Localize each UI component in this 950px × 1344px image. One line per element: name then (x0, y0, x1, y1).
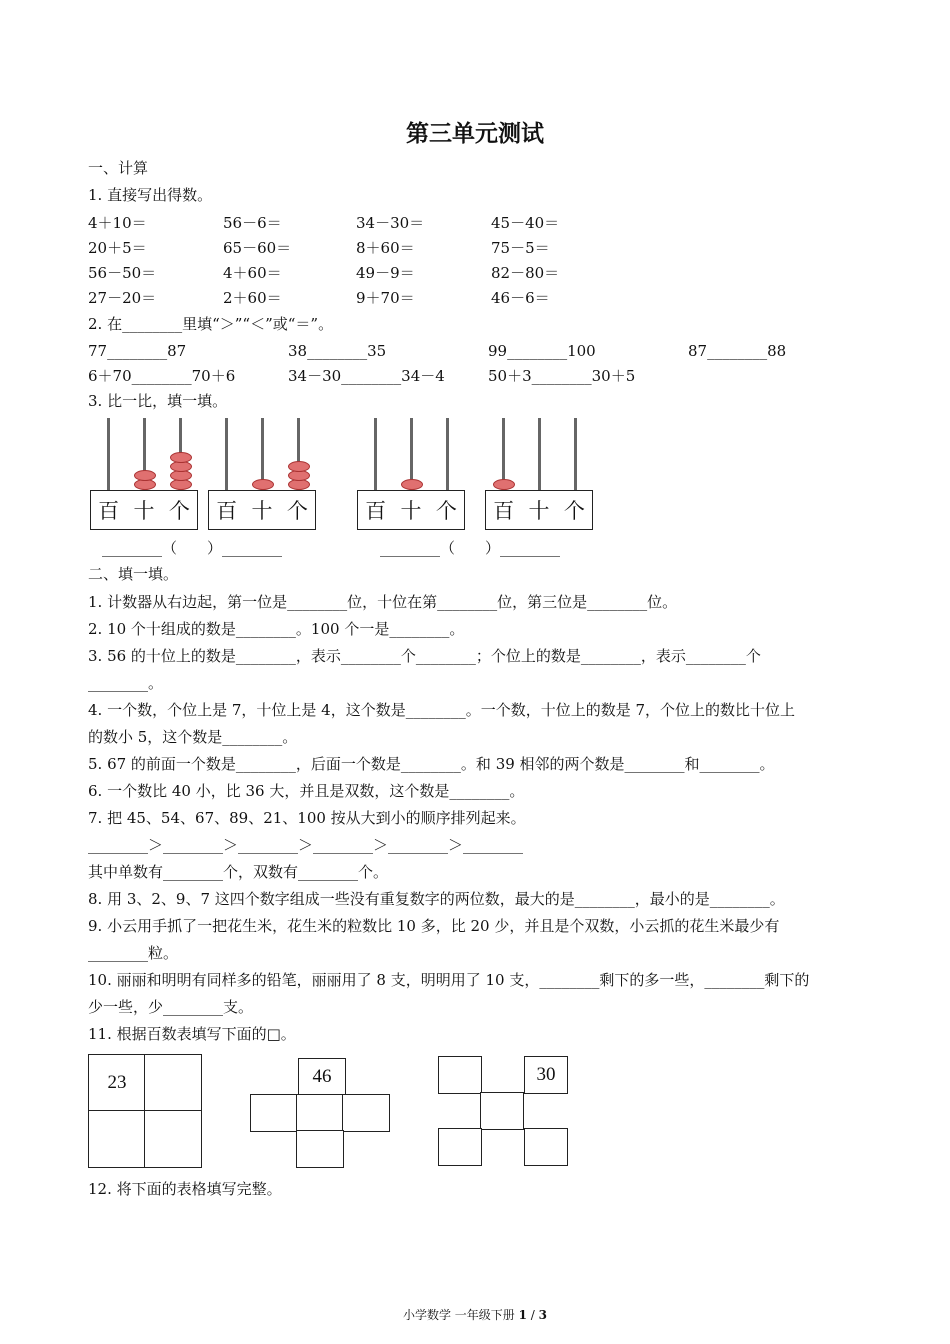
place-label: 个 (435, 499, 457, 523)
fill-line: 少一些，少________支。 (88, 998, 254, 1016)
abacus-base (208, 490, 316, 530)
fill-line: ________。 (88, 674, 164, 692)
calc-item: 82－80＝ (491, 264, 560, 282)
calc-item: 56－6＝ (223, 214, 282, 232)
grid-cell-blank[interactable] (342, 1094, 390, 1132)
abacus (208, 410, 316, 530)
fill-line: 3. 56 的十位上的数是________，表示________个________；个位上的数是________，表示________个 (88, 647, 761, 665)
abacus (90, 410, 198, 530)
grid-cell-given: 23 (88, 1054, 146, 1112)
calc-item: 27－20＝ (88, 289, 157, 307)
calc-item: 20＋5＝ (88, 239, 147, 257)
grid-cell-blank[interactable] (296, 1130, 344, 1168)
grid-cell-blank[interactable] (250, 1094, 298, 1132)
fill-line: 6. 一个数比 40 小，比 36 大，并且是双数，这个数是________。 (88, 782, 525, 800)
grid-cell-given: 46 (298, 1058, 346, 1096)
q2-item: 38________35 (288, 342, 387, 360)
fill-line: 其中单数有________个，双数有________个。 (88, 863, 389, 881)
calc-item: 56－50＝ (88, 264, 157, 282)
q12-label: 12. 将下面的表格填写完整。 (88, 1180, 282, 1198)
abacus-group (0, 410, 950, 535)
abacus-rod (225, 418, 228, 490)
fill-line: 4. 一个数，个位上是 7，十位上是 4，这个数是________。一个数，十位上的数是 7，个位上的数比十位上 (88, 701, 796, 719)
fill-line: 7. 把 45、54、67、89、21、100 按从大到小的顺序排列起来。 (88, 809, 526, 827)
abacus-bead (493, 479, 515, 490)
calc-item: 9＋70＝ (356, 289, 415, 307)
grid-cell-blank[interactable] (438, 1056, 482, 1094)
q2-item: 99________100 (488, 342, 596, 360)
grid-cell-blank[interactable] (88, 1110, 146, 1168)
grid-cell-blank[interactable] (144, 1054, 202, 1112)
calc-item: 8＋60＝ (356, 239, 415, 257)
place-label: 个 (563, 499, 585, 523)
place-label: 个 (286, 499, 308, 523)
place-label: 十 (133, 499, 155, 523)
place-label: 百 (365, 499, 387, 523)
q2-item: 34－30________34－4 (288, 367, 445, 385)
page-title: 第三单元测试 (406, 120, 544, 147)
calc-item: 4＋60＝ (223, 264, 282, 282)
abacus-base (357, 490, 465, 530)
fill-line: 1. 计数器从右边起，第一位是________位，十位在第________位，第三位是________位。 (88, 593, 678, 611)
footer-text: 小学数学 一年级下册 (402, 1308, 515, 1322)
grid-cell-blank[interactable] (296, 1094, 344, 1132)
abacus-bead (252, 479, 274, 490)
calc-item: 49－9＝ (356, 264, 415, 282)
abacus (485, 410, 593, 530)
abacus-rod (574, 418, 577, 490)
place-label: 百 (216, 499, 238, 523)
calc-item: 45－40＝ (491, 214, 560, 232)
abacus-bead (401, 479, 423, 490)
calc-item: 75－5＝ (491, 239, 550, 257)
fill-line: ________粒。 (88, 944, 179, 962)
q2-item: 87________88 (688, 342, 787, 360)
place-label: 百 (493, 499, 515, 523)
abacus-bead (170, 452, 192, 463)
footer-page: 1 (518, 1308, 527, 1322)
fill-line: 9. 小云用手抓了一把花生米，花生米的粒数比 10 多，比 20 少，并且是个双数，小云抓的花生米最少有 (88, 917, 780, 935)
fill-line: ________＞________＞________＞________＞________＞________ (88, 836, 524, 854)
page-footer (0, 1306, 950, 1323)
footer-sep: / (526, 1308, 539, 1322)
section2-heading: 二、填一填。 (88, 565, 179, 583)
calc-item: 46－6＝ (491, 289, 550, 307)
q2-item: 6＋70________70＋6 (88, 367, 236, 385)
place-label: 十 (400, 499, 422, 523)
q1-label: 1. 直接写出得数。 (88, 186, 213, 204)
grid-cell-blank[interactable] (480, 1092, 524, 1130)
section1-heading: 一、计算 (88, 159, 149, 177)
abacus (357, 410, 465, 530)
grid-cell-blank[interactable] (144, 1110, 202, 1168)
footer-total: 3 (538, 1308, 548, 1322)
place-label: 十 (528, 499, 550, 523)
q3-compare-2: ________（ ）________ (380, 539, 561, 557)
fill-line: 10. 丽丽和明明有同样多的铅笔，丽丽用了 8 支，明明用了 10 支，________剩下的多一些，________剩下的 (88, 971, 810, 989)
grid-cell-blank[interactable] (438, 1128, 482, 1166)
calc-item: 4＋10＝ (88, 214, 147, 232)
abacus-rod (374, 418, 377, 490)
abacus-base (485, 490, 593, 530)
fill-line: 的数小 5，这个数是________。 (88, 728, 298, 746)
place-label: 十 (251, 499, 273, 523)
abacus-rod (446, 418, 449, 490)
fill-line: 11. 根据百数表填写下面的□。 (88, 1025, 296, 1043)
calc-grid (88, 212, 788, 312)
fill-line: 2. 10 个十组成的数是________。100 个一是________。 (88, 620, 465, 638)
place-label: 个 (168, 499, 190, 523)
abacus-bead (134, 470, 156, 481)
grid-cell-given: 30 (524, 1056, 568, 1094)
q2-item: 77________87 (88, 342, 187, 360)
place-label: 百 (98, 499, 120, 523)
q3-label: 3. 比一比，填一填。 (88, 392, 228, 410)
abacus-bead (288, 461, 310, 472)
calc-item: 65－60＝ (223, 239, 292, 257)
q3-compare-1: ________（ ）________ (102, 539, 283, 557)
abacus-base (90, 490, 198, 530)
calc-item: 2＋60＝ (223, 289, 282, 307)
grid-cell-blank[interactable] (524, 1128, 568, 1166)
abacus-rod (107, 418, 110, 490)
fill-line: 5. 67 的前面一个数是________，后面一个数是________。和 39 相邻的两个数是________和________。 (88, 755, 775, 773)
q2-label: 2. 在________里填“＞”“＜”或“＝”。 (88, 315, 334, 333)
abacus-rod (538, 418, 541, 490)
fill-line: 8. 用 3、2、9、7 这四个数字组成一些没有重复数字的两位数，最大的是________，最小的是________。 (88, 890, 785, 908)
calc-item: 34－30＝ (356, 214, 425, 232)
q2-item: 50＋3________30＋5 (488, 367, 636, 385)
